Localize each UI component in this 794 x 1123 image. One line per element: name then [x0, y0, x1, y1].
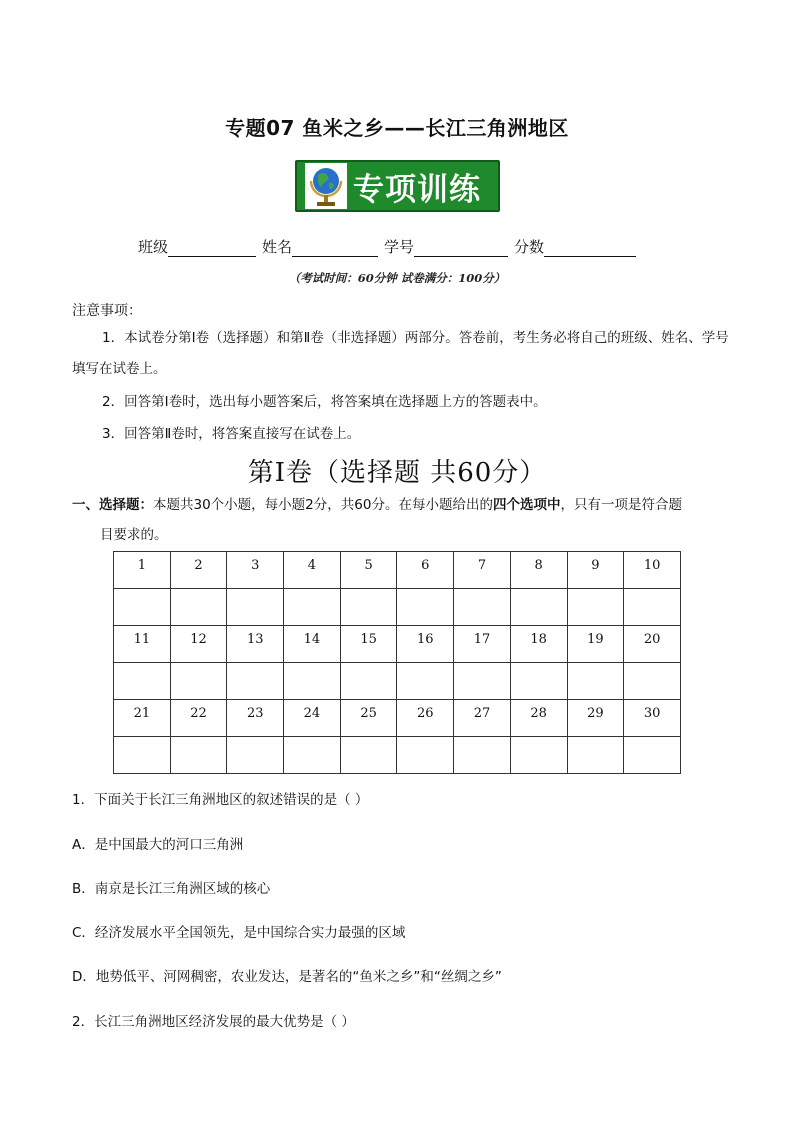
answer-cell[interactable]	[170, 737, 227, 774]
answer-cell[interactable]	[227, 663, 284, 700]
answer-input-row	[114, 663, 681, 700]
answer-cell[interactable]	[454, 663, 511, 700]
question-number-cell: 14	[284, 626, 341, 663]
answer-cell[interactable]	[510, 663, 567, 700]
answer-cell[interactable]	[567, 737, 624, 774]
section-desc-prefix: 一、选择题：	[72, 497, 153, 513]
score-blank[interactable]	[544, 238, 636, 257]
section-desc-mid: 本题共30个小题，每小题2分，共60分。在每小题给出的	[153, 497, 493, 513]
answer-table	[113, 551, 681, 774]
section-desc-line-1	[72, 490, 732, 520]
notice-item-1: 1．本试卷分第Ⅰ卷（选择题）和第Ⅱ卷（非选择题）两部分。答卷前，考生务必将自己的班级、姓名、学号填写在试卷上。	[72, 330, 729, 377]
answer-cell[interactable]	[284, 737, 341, 774]
score-label: 分数	[514, 238, 545, 256]
answer-number-row	[114, 700, 681, 737]
answer-cell[interactable]	[114, 737, 171, 774]
question-number-cell: 30	[624, 700, 681, 737]
question-number-cell: 19	[567, 626, 624, 663]
question-1-stem: 1．下面关于长江三角洲地区的叙述错误的是（ ）	[72, 792, 369, 808]
answer-cell[interactable]	[624, 589, 681, 626]
answer-cell[interactable]	[227, 589, 284, 626]
student-id-label: 学号	[384, 238, 415, 256]
answer-input-row	[114, 737, 681, 774]
answer-cell[interactable]	[114, 663, 171, 700]
question-number-cell: 3	[227, 552, 284, 589]
question-number-cell: 22	[170, 700, 227, 737]
exam-time-note: （考试时间：60分钟 试卷满分：100分）	[288, 271, 506, 285]
question-number-cell: 18	[510, 626, 567, 663]
answer-cell[interactable]	[397, 663, 454, 700]
section-desc-line-2: 目要求的。	[100, 527, 168, 543]
answer-cell[interactable]	[114, 589, 171, 626]
answer-cell[interactable]	[340, 589, 397, 626]
question-1-option-d: D．地势低平、河网稠密，农业发达，是著名的“鱼米之乡”和“丝绸之乡”	[72, 969, 502, 985]
section-title: 第Ⅰ卷（选择题 共60分）	[247, 458, 547, 488]
class-label: 班级	[138, 238, 169, 256]
answer-cell[interactable]	[510, 737, 567, 774]
question-1-option-a: A．是中国最大的河口三角洲	[72, 837, 244, 853]
question-number-cell: 25	[340, 700, 397, 737]
answer-cell[interactable]	[567, 663, 624, 700]
question-number-cell: 16	[397, 626, 454, 663]
banner-label: 专项训练	[353, 171, 481, 208]
answer-cell[interactable]	[340, 737, 397, 774]
special-training-banner	[295, 160, 500, 212]
question-number-cell: 6	[397, 552, 454, 589]
answer-number-row	[114, 552, 681, 589]
question-number-cell: 15	[340, 626, 397, 663]
notice-heading: 注意事项：	[72, 303, 142, 319]
answer-cell[interactable]	[454, 589, 511, 626]
answer-cell[interactable]	[397, 737, 454, 774]
question-number-cell: 24	[284, 700, 341, 737]
class-blank[interactable]	[168, 238, 256, 257]
student-info-line	[138, 236, 698, 257]
answer-cell[interactable]	[284, 663, 341, 700]
question-number-cell: 11	[114, 626, 171, 663]
question-number-cell: 2	[170, 552, 227, 589]
notice-item-3: 3．回答第Ⅱ卷时，将答案直接写在试卷上。	[102, 426, 361, 442]
question-2-stem: 2．长江三角洲地区经济发展的最大优势是（ ）	[72, 1014, 355, 1030]
score-field	[514, 236, 636, 257]
class-field	[138, 236, 256, 257]
globe-icon	[305, 163, 347, 209]
answer-cell[interactable]	[510, 589, 567, 626]
question-number-cell: 7	[454, 552, 511, 589]
answer-cell[interactable]	[227, 737, 284, 774]
page-title: 专题07 鱼米之乡——长江三角洲地区	[225, 116, 569, 140]
question-number-cell: 28	[510, 700, 567, 737]
question-number-cell: 21	[114, 700, 171, 737]
question-number-cell: 5	[340, 552, 397, 589]
question-number-cell: 12	[170, 626, 227, 663]
answer-cell[interactable]	[284, 589, 341, 626]
question-number-cell: 9	[567, 552, 624, 589]
name-label: 姓名	[262, 238, 293, 256]
answer-cell[interactable]	[170, 589, 227, 626]
question-number-cell: 23	[227, 700, 284, 737]
section-description	[72, 490, 732, 550]
answer-cell[interactable]	[624, 737, 681, 774]
notice-item-2: 2．回答第Ⅰ卷时，选出每小题答案后，将答案填在选择题上方的答题表中。	[102, 394, 547, 410]
answer-cell[interactable]	[340, 663, 397, 700]
question-1-option-b: B．南京是长江三角洲区域的核心	[72, 881, 271, 897]
name-field	[262, 236, 378, 257]
answer-cell[interactable]	[397, 589, 454, 626]
student-id-blank[interactable]	[414, 238, 508, 257]
question-number-cell: 10	[624, 552, 681, 589]
question-number-cell: 20	[624, 626, 681, 663]
answer-cell[interactable]	[454, 737, 511, 774]
answer-cell[interactable]	[624, 663, 681, 700]
question-number-cell: 27	[454, 700, 511, 737]
answer-cell[interactable]	[170, 663, 227, 700]
question-1-option-c: C．经济发展水平全国领先，是中国综合实力最强的区域	[72, 925, 406, 941]
name-blank[interactable]	[292, 238, 378, 257]
answer-number-row	[114, 626, 681, 663]
question-number-cell: 1	[114, 552, 171, 589]
question-number-cell: 26	[397, 700, 454, 737]
question-number-cell: 17	[454, 626, 511, 663]
section-desc-suffix: ，只有一项是符合题	[560, 497, 682, 513]
student-id-field	[384, 236, 508, 257]
answer-input-row	[114, 589, 681, 626]
question-number-cell: 29	[567, 700, 624, 737]
section-desc-bold: 四个选项中	[492, 497, 561, 513]
question-number-cell: 8	[510, 552, 567, 589]
question-number-cell: 13	[227, 626, 284, 663]
answer-cell[interactable]	[567, 589, 624, 626]
question-number-cell: 4	[284, 552, 341, 589]
